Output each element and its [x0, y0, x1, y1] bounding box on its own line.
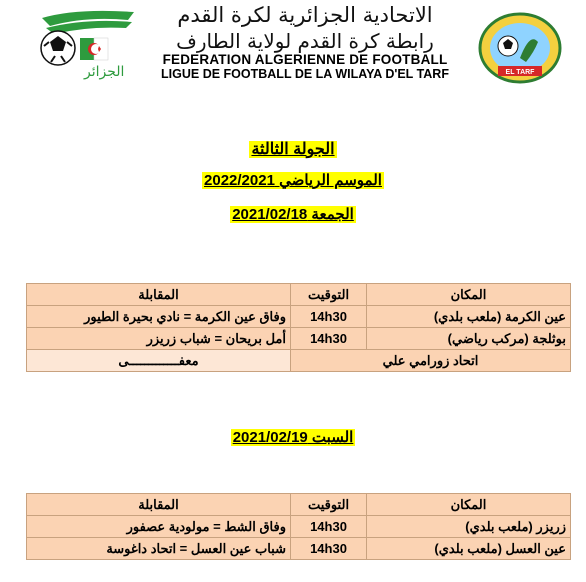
match-teams: وفاق عين الكرمة = نادي بحيرة الطيور [27, 306, 291, 328]
page-header [0, 0, 586, 90]
arabic-federation-title: الاتحادية الجزائرية لكرة القدم [177, 3, 433, 27]
logo-right-text: EL TARF [505, 69, 535, 76]
table-header-row [27, 284, 571, 306]
match-teams: أمل بريحان = شباب زريزر [27, 328, 291, 350]
match-place: بوثلجة (مركب رياضي) [367, 328, 571, 350]
table-row [27, 306, 571, 328]
round-title-row [0, 139, 586, 159]
header-time: التوقيت [291, 494, 367, 516]
day2-title: السبت 2021/02/19 [232, 429, 354, 446]
header-place: المكان [367, 284, 571, 306]
day1-title-row [0, 205, 586, 223]
match-time: 14h30 [291, 328, 367, 350]
round-title: الجولة الثالثة [251, 141, 335, 158]
table-header-row [27, 494, 571, 516]
header-match: المقابلة [27, 494, 291, 516]
french-league-title: LIGUE DE FOOTBALL DE LA WILAYA D'EL TARF [161, 67, 449, 81]
match-place: عين الكرمة (ملعب بلدي) [367, 306, 571, 328]
match-time: 14h30 [291, 516, 367, 538]
day1-title: الجمعة 2021/02/18 [232, 206, 354, 223]
match-place: عين العسل (ملعب بلدي) [367, 538, 571, 560]
season-title-row [0, 171, 586, 189]
table-row [27, 538, 571, 560]
header-match: المقابلة [27, 284, 291, 306]
season-title: الموسم الرياضي 2022/2021 [204, 172, 382, 189]
match-time: 14h30 [291, 538, 367, 560]
header-time: التوقيت [291, 284, 367, 306]
match-time: 14h30 [291, 306, 367, 328]
league-crest-logo [478, 12, 562, 84]
arabic-league-title: رابطة كرة القدم لولاية الطارف [176, 29, 434, 53]
exempt-team: اتحاد زورامي علي [291, 350, 571, 372]
exempt-row [27, 350, 571, 372]
french-federation-title: FEDERATION ALGERIENNE DE FOOTBALL [162, 52, 448, 67]
match-teams: وفاق الشط = مولودية عصفور [27, 516, 291, 538]
schedule-table-day1 [26, 283, 571, 372]
exempt-label: معفـــــــــــــى [27, 350, 291, 372]
logo-left-text: الجزائر [84, 64, 125, 80]
day2-title-row [0, 428, 586, 446]
table-row [27, 328, 571, 350]
schedule-table-day2 [26, 493, 571, 560]
header-place: المكان [367, 494, 571, 516]
match-place: زريزر (ملعب بلدي) [367, 516, 571, 538]
table-row [27, 516, 571, 538]
faf-logo [36, 8, 136, 80]
match-teams: شباب عين العسل = اتحاد داغوسة [27, 538, 291, 560]
